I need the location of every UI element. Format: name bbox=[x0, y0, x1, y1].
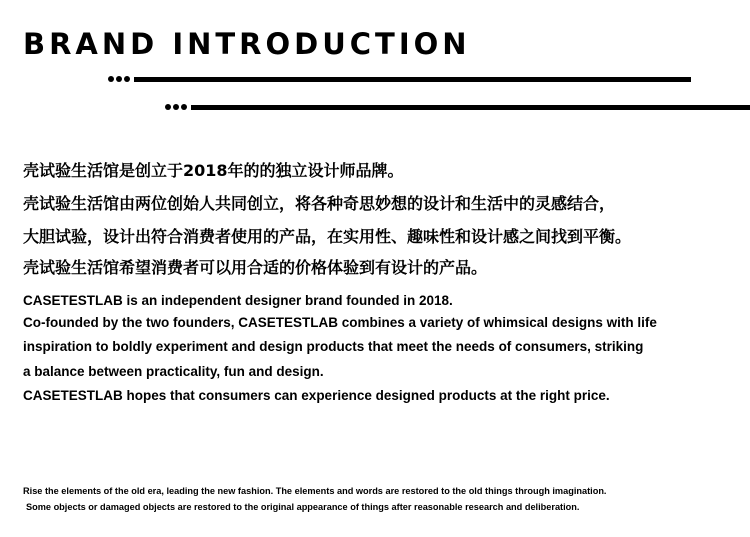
decorative-divider-1 bbox=[108, 77, 691, 83]
chinese-intro-line-3: 大胆试验，设计出符合消费者使用的产品，在实用性、趣味性和设计感之间找到平衡。 bbox=[23, 227, 632, 246]
divider-dots bbox=[108, 76, 130, 82]
footer-line-1: Rise the elements of the old era, leading the new fashion. The elements and words are restored to the old things through imagination. bbox=[23, 486, 607, 496]
divider-bar bbox=[134, 77, 691, 82]
chinese-intro-line-1: 壳试验生活馆是创立于2018年的的独立设计师品牌。 bbox=[23, 161, 404, 180]
decorative-divider-2 bbox=[165, 105, 750, 111]
divider-dots bbox=[165, 104, 187, 110]
english-intro-line-5: CASETESTLAB hopes that consumers can experience designed products at the right price. bbox=[23, 388, 610, 403]
chinese-intro-line-4: 壳试验生活馆希望消费者可以用合适的价格体验到有设计的产品。 bbox=[23, 258, 488, 277]
english-intro-line-4: a balance between practicality, fun and design. bbox=[23, 364, 324, 379]
english-intro-line-1: CASETESTLAB is an independent designer brand founded in 2018. bbox=[23, 293, 453, 308]
divider-bar bbox=[191, 105, 750, 110]
chinese-intro-line-2: 壳试验生活馆由两位创始人共同创立，将各种奇思妙想的设计和生活中的灵感结合， bbox=[23, 194, 616, 213]
page-title: BRAND INTRODUCTION bbox=[23, 27, 471, 61]
english-intro-line-2: Co-founded by the two founders, CASETESTLAB combines a variety of whimsical designs with life bbox=[23, 315, 657, 330]
english-intro-line-3: inspiration to boldly experiment and design products that meet the needs of consumers, striking bbox=[23, 339, 644, 354]
footer-line-2: Some objects or damaged objects are restored to the original appearance of things after reasonable research and deliberation. bbox=[26, 502, 580, 512]
